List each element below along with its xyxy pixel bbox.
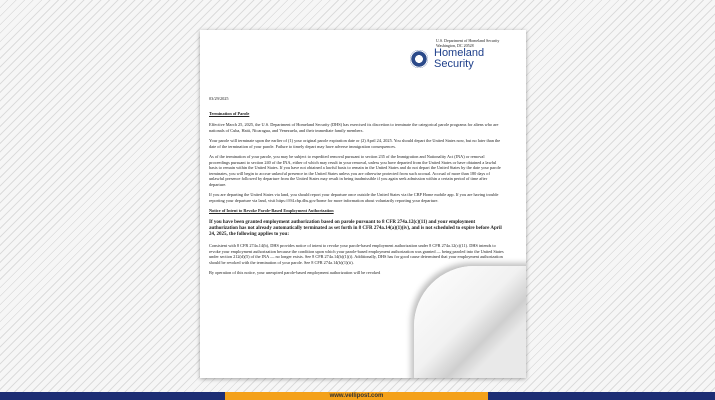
agency-address: Washington, DC 20528 [436, 43, 474, 48]
bold-paragraph: If you have been granted employment authorization based on parole pursuant to 8 CFR 274a.12(c)(11) and your employment authorization has not already automatically terminated as set forth in 8 CFR 274a.14(a)(1)(iv), and is not scheduled to expire before April 24, 2025, the following applies to you: [209, 219, 502, 237]
paragraph-6: By operation of this notice, your unexpired parole-based employment authorization will be revoked [209, 270, 381, 276]
agency-name: U.S. Department of Homeland Security [436, 38, 500, 43]
footer-bar [0, 392, 715, 400]
letter-body [209, 96, 504, 281]
letter-title: Termination of Parole [209, 110, 250, 116]
dhs-logo [434, 48, 484, 70]
section-title: Notice of Intent to Revoke Parole-Based Employment Authorization [209, 208, 334, 213]
dhs-seal-icon [410, 50, 428, 68]
page-curl [414, 266, 526, 378]
paragraph-3: As of the termination of your parole, you may be subject to expedited removal pursuant to section 235 of the Immigration and Nationality Act (INA) or removal proceedings pursuant to section 240 of the INA, either of which may result in your removal, unless you have departed from the United States or have obtained a lawful basis to remain within the United States. If you have not obtained a lawful basis to remain in the United States and do not depart the United States by the date your parole terminates, you will begin to accrue unlawful presence in the United States unless you are otherwise protected from such accrual. Accrual of more than 180 days of unlawful presence followed by departure from the United States may result in being inadmissible if you again seek admission within a certain period of time after departure. [209, 154, 501, 187]
paragraph-5: Consistent with 8 CFR 274a.14(b), DHS provides notice of intent to revoke your parole-based employment authorization under 8 CFR 274a.12(c)(11). DHS intends to revoke your employment authorization because the condition upon which your parole-based employment authorization was granted — being paroled into the United States under section 212(d)(5) of the INA — no longer exists. See 8 CFR 274a.14(b)(1)(i). Additionally, DHS has for good cause determined that your employment authorization should be revoked with the termination of your parole. See 8 CFR 274a.14(b)(1)(ii). [209, 243, 504, 265]
logo-line2: Security [434, 58, 474, 70]
paragraph-4: If you are departing the United States via land, you should report your departure once outside the United States via the CBP Home mobile app. If you are having trouble reporting your departure via land, visit https://i94.cbp.dhs.gov/home for more information about voluntarily reporting your departure. [209, 192, 499, 203]
logo-line1: Homeland [434, 47, 485, 59]
footer-url[interactable]: www.vellipost.com [225, 392, 488, 400]
letter-date: 03/29/2025 [209, 96, 229, 101]
letter-page [200, 30, 526, 378]
paragraph-1: Effective March 25, 2025, the U.S. Department of Homeland Security (DHS) has exercised its discretion to terminate the categorical parole programs for aliens who are nationals of Cuba, Haiti, Nicaragua, and Venezuela, and their immediate family members. [209, 122, 499, 133]
paragraph-2: Your parole will terminate upon the earlier of (1) your original parole expiration date or (2) April 24, 2025. You should depart the United States now, but no later than the date of the termination of your parole. Failure to timely depart may have adverse immigration consequences. [209, 138, 501, 149]
letterhead [410, 38, 520, 70]
